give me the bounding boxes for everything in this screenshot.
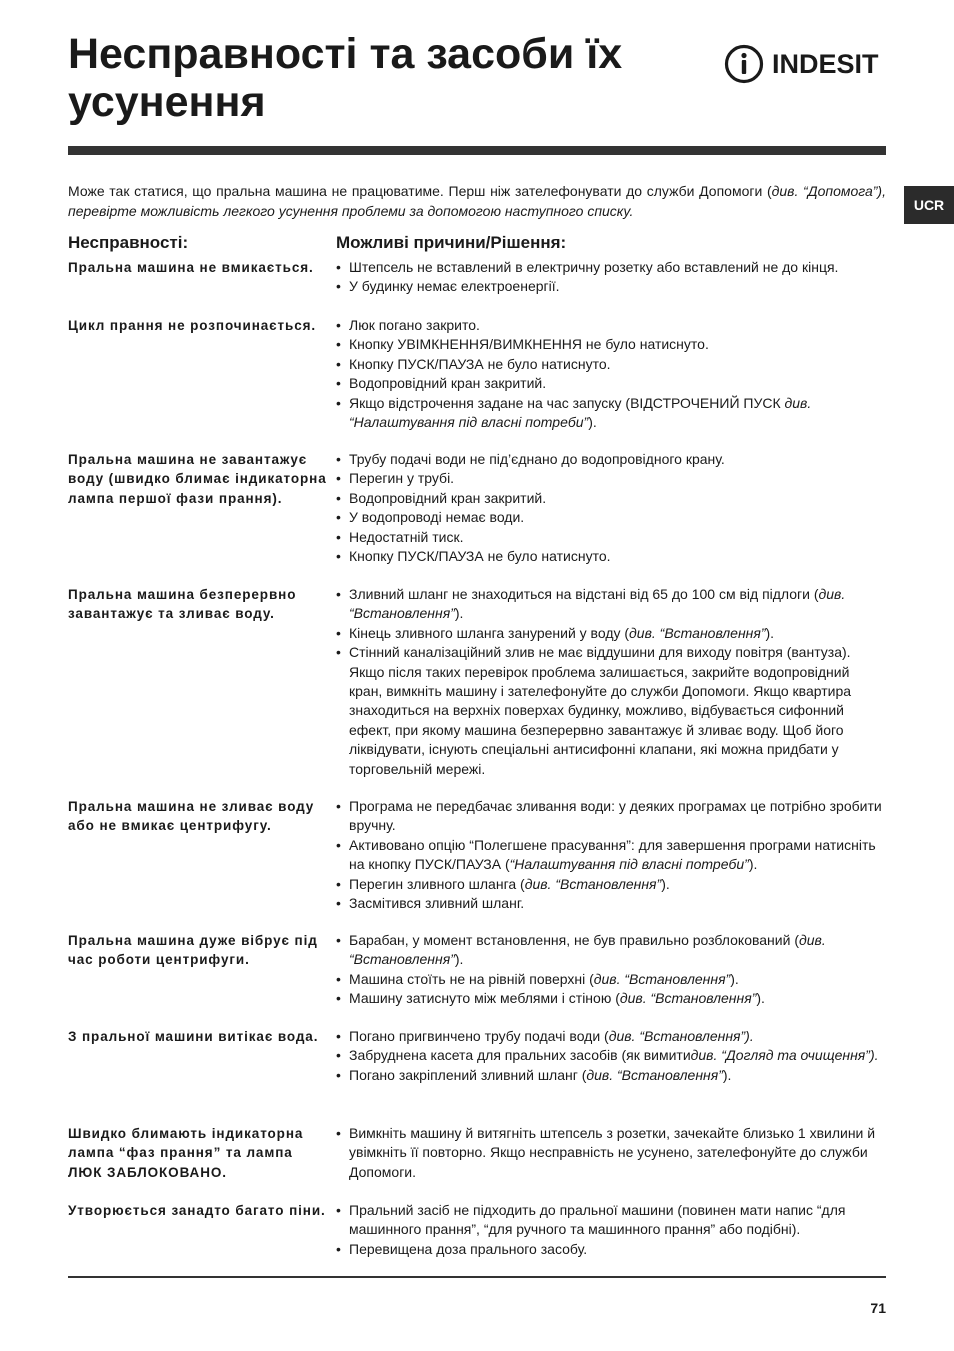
page-title: Несправності та засоби їх усунення xyxy=(68,30,623,126)
intro-paragraph xyxy=(68,181,886,221)
cause-text: Люк погано закрито. xyxy=(349,317,480,333)
causes-list xyxy=(334,1124,886,1182)
cause-text-end: ). xyxy=(756,990,765,1007)
page-number: 71 xyxy=(870,1300,886,1316)
cause-item xyxy=(334,836,886,875)
causes-list xyxy=(334,797,886,913)
causes-column-header: Можливі причини/Рішення: xyxy=(336,233,567,252)
cause-text: Штепсель не вставлений в електричну розетку або вставлений не до кінця. xyxy=(349,259,839,275)
problem-text: Цикл прання не розпочинається. xyxy=(68,318,317,333)
cause-text-end: ). xyxy=(454,951,464,968)
problem-text: Утворюється занадто багато піни. xyxy=(68,1203,326,1218)
problem-text: Пральна машина не завантажує воду (швидко блимає індикаторна лампа першої фази прання). xyxy=(68,452,327,506)
cause-text: Вимкніть машину й витягніть штепсель з розетки, зачекайте близько 1 хвилини й увімкніть її повторно. Якщо несправність не усунено, зателефонуйте до служби Допомоги. xyxy=(349,1125,876,1180)
cause-item xyxy=(334,489,886,508)
problem-text: Пральна машина безперервно завантажує та зливає воду. xyxy=(68,587,297,622)
cause-item xyxy=(334,469,886,488)
causes-list xyxy=(334,585,886,779)
cause-text: Кнопку ПУСК/ПАУЗА не було натиснуто. xyxy=(349,548,611,565)
brand-logo xyxy=(724,42,889,86)
cause-reference: див. “Встановлення”). xyxy=(608,1028,754,1044)
cause-item xyxy=(334,931,886,970)
cause-item xyxy=(334,1240,886,1259)
cause-reference: див. “Догляд та очищення”). xyxy=(690,1047,879,1064)
cause-reference: див. “Встановлення” xyxy=(629,624,766,641)
cause-item xyxy=(334,1066,886,1085)
cause-text: Пральний засіб не підходить до пральної машини (повинен мати напис “для машинного прання”, “для ручного та машинного прання” або подібні). xyxy=(349,1202,846,1238)
problem-text: Пральна машина не зливає воду або не вмикає центрифугу. xyxy=(68,799,315,834)
causes-list xyxy=(334,1201,886,1259)
cause-text: Активовано опцію “Полегшене прасування”: для завершення програми натисніть на кнопку ПУСК/ПАУЗА ( xyxy=(349,836,876,873)
causes-list xyxy=(334,931,886,1009)
cause-text: Забруднена касета для пральних засобів (як вимити xyxy=(349,1047,691,1064)
brand-name: INDESIT xyxy=(772,48,879,79)
cause-item xyxy=(334,450,886,469)
cause-text: Погано закріплений зливний шланг ( xyxy=(349,1066,587,1083)
cause-text: Стінний каналізаційний злив не має віддушини для виходу повітря (вантуза). Якщо після таких перевірок проблема залишається, закрийте водопровідний кран, вимкніть машину і зателефонуйте до служби Допомоги. Якщо квартира знаходиться на верхніх поверхах будинку, можливо, відбувається сифонний ефект, при якому машина безперервно завантажує й зливає воду. Щоб його ліквідувати, існують спеціальні антисифонні клапани, які можна придбати у торговельній мережі. xyxy=(349,644,852,777)
cause-item xyxy=(334,316,886,335)
title-divider xyxy=(68,146,886,155)
cause-reference: “Налаштування під власні потреби” xyxy=(509,856,749,873)
cause-item xyxy=(334,643,886,779)
cause-text: Перегин у трубі. xyxy=(349,470,455,487)
cause-text: У водопроводі немає води. xyxy=(349,509,525,526)
problem-text: Пральна машина дуже вібрує під час роботи центрифуги. xyxy=(68,933,318,968)
cause-item xyxy=(334,355,886,374)
cause-item xyxy=(334,624,886,643)
cause-item xyxy=(334,970,886,989)
cause-text: Перегин зливного шланга ( xyxy=(349,875,525,892)
cause-text: Програма не передбачає зливання води: у деяких програмах це потрібно зробити вручну. xyxy=(349,798,882,834)
cause-item xyxy=(334,528,886,547)
cause-text: Засмітився зливний шланг. xyxy=(349,895,525,912)
cause-text: Кінець зливного шланга занурений у воду ( xyxy=(349,624,630,641)
intro-text-italic: див. “Допомога”), перевірте можливість легкого усунення проблеми за допомогою наступного списку. xyxy=(68,183,886,219)
cause-item xyxy=(334,508,886,527)
cause-text: Перевищена доза прального засобу. xyxy=(349,1240,588,1257)
causes-list xyxy=(334,450,886,566)
cause-text: Кнопку ПУСК/ПАУЗА не було натиснуто. xyxy=(349,355,611,372)
cause-reference: див. “Встановлення” xyxy=(349,932,826,968)
cause-item xyxy=(334,258,886,277)
cause-text: Погано пригвинчено трубу подачі води ( xyxy=(349,1028,609,1044)
cause-item xyxy=(334,374,886,393)
cause-item xyxy=(334,1046,886,1065)
cause-text-end: ). xyxy=(722,1066,732,1083)
cause-text-end: ). xyxy=(661,875,670,892)
cause-item xyxy=(334,1124,886,1182)
cause-reference: див. “Встановлення” xyxy=(619,990,757,1007)
cause-text-end: ). xyxy=(730,970,739,987)
cause-item xyxy=(334,1027,886,1046)
intro-text: Може так статися, що пральна машина не працюватиме. Перш ніж зателефонувати до служби Допомоги ( xyxy=(68,183,772,199)
cause-text: Водопровідний кран закритий. xyxy=(349,489,547,506)
problems-column-header: Несправності: xyxy=(68,233,189,252)
cause-item xyxy=(334,989,886,1008)
causes-list xyxy=(334,258,886,297)
cause-item xyxy=(334,894,886,913)
cause-text: Якщо відстрочення задане на час запуску (ВІДСТРОЧЕНИЙ ПУСК xyxy=(349,394,785,411)
problem-text: З пральної машини витікає вода. xyxy=(68,1029,319,1044)
cause-text: У будинку немає електроенергії. xyxy=(349,278,560,295)
cause-text: Недостатній тиск. xyxy=(349,528,464,545)
causes-list xyxy=(334,1027,886,1085)
problem-text: Пральна машина не вмикається. xyxy=(68,260,314,275)
cause-item xyxy=(334,394,886,433)
cause-reference: див. “Налаштування під власні потреби” xyxy=(349,394,812,431)
cause-reference: див. “Встановлення” xyxy=(586,1066,723,1083)
cause-item xyxy=(334,1201,886,1240)
cause-reference: див. “Встановлення” xyxy=(524,875,662,892)
footer-divider xyxy=(68,1276,886,1278)
cause-text-end: ). xyxy=(588,414,597,431)
cause-text: Машину затиснуто між меблями і стіною ( xyxy=(349,990,620,1007)
problem-text: Швидко блимають індикаторна лампа “фаз прання” та лампа ЛЮК ЗАБЛОКОВАНО. xyxy=(68,1126,304,1180)
cause-text: Водопровідний кран закритий. xyxy=(349,375,547,392)
cause-item xyxy=(334,335,886,354)
indesit-logo-icon xyxy=(724,44,764,84)
causes-list xyxy=(334,316,886,432)
cause-text: Барабан, у момент встановлення, не був правильно розблокований ( xyxy=(349,932,799,948)
cause-item xyxy=(334,547,886,566)
cause-text-end: ). xyxy=(454,605,464,622)
cause-text: Трубу подачі води не під’єднано до водопровідного крану. xyxy=(349,451,725,467)
cause-text-end: ). xyxy=(748,856,758,873)
cause-item xyxy=(334,277,886,296)
cause-item xyxy=(334,585,886,624)
cause-text: Машина стоїть не на рівній поверхні ( xyxy=(349,970,594,987)
language-tab: UCR xyxy=(904,186,954,224)
cause-text: Кнопку УВІМКНЕННЯ/ВИМКНЕННЯ не було натиснуто. xyxy=(349,336,709,353)
cause-text: Зливний шланг не знаходиться на відстані від 65 до 100 см від підлоги ( xyxy=(349,586,819,602)
cause-reference: див. “Встановлення” xyxy=(593,970,731,987)
cause-text-end: ). xyxy=(765,624,775,641)
cause-item xyxy=(334,875,886,894)
cause-item xyxy=(334,797,886,836)
cause-reference: див. “Встановлення” xyxy=(349,586,846,622)
